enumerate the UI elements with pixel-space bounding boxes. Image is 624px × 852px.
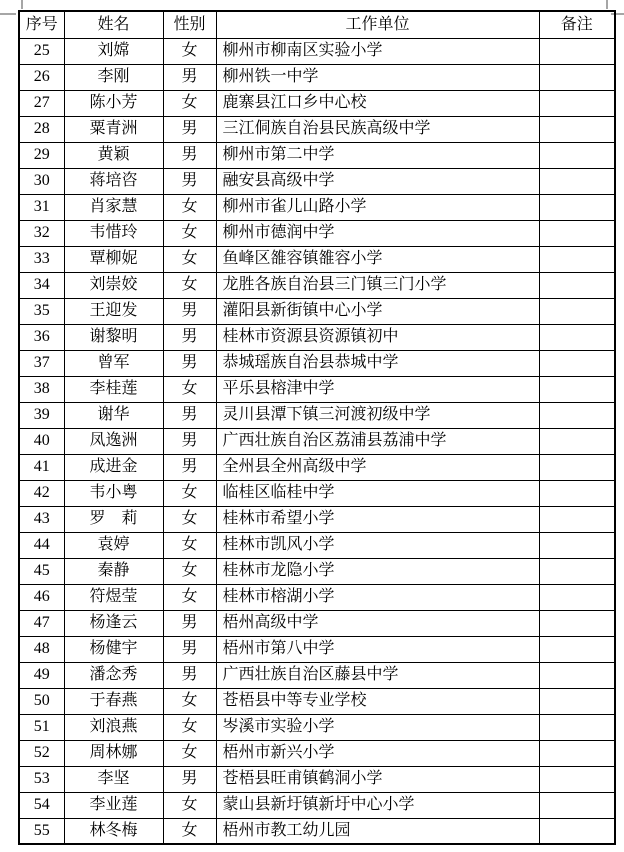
cell-unit: 桂林市榕湖小学: [216, 584, 539, 610]
column-header-gender: 性别: [163, 11, 216, 38]
cell-gender: 男: [163, 350, 216, 376]
cell-name: 陈小芳: [64, 90, 163, 116]
table-row: [19, 272, 615, 298]
page-edge-mark-top-left-vertical: [21, 0, 23, 9]
column-header-index: 序号: [19, 11, 64, 38]
cell-name: 于春燕: [64, 688, 163, 714]
cell-gender: 男: [163, 610, 216, 636]
cell-remark: [539, 168, 615, 194]
cell-name: 曾军: [64, 350, 163, 376]
cell-name: 肖家慧: [64, 194, 163, 220]
cell-name: 黄颖: [64, 142, 163, 168]
cell-name: 袁婷: [64, 532, 163, 558]
cell-remark: [539, 584, 615, 610]
cell-unit: 柳州市第二中学: [216, 142, 539, 168]
cell-remark: [539, 610, 615, 636]
cell-index: 37: [19, 350, 64, 376]
cell-name: 韦惜玲: [64, 220, 163, 246]
table-row: [19, 402, 615, 428]
cell-gender: 女: [163, 272, 216, 298]
cell-unit: 融安县高级中学: [216, 168, 539, 194]
cell-remark: [539, 38, 615, 64]
cell-name: 杨逢云: [64, 610, 163, 636]
cell-remark: [539, 558, 615, 584]
cell-unit: 梧州市教工幼儿园: [216, 818, 539, 844]
cell-name: 韦小粤: [64, 480, 163, 506]
cell-unit: 梧州高级中学: [216, 610, 539, 636]
cell-index: 38: [19, 376, 64, 402]
cell-index: 34: [19, 272, 64, 298]
cell-remark: [539, 298, 615, 324]
cell-remark: [539, 194, 615, 220]
column-header-name: 姓名: [64, 11, 163, 38]
cell-name: 李业莲: [64, 792, 163, 818]
cell-unit: 柳州市雀儿山路小学: [216, 194, 539, 220]
cell-gender: 男: [163, 64, 216, 90]
cell-name: 李桂莲: [64, 376, 163, 402]
cell-name: 李坚: [64, 766, 163, 792]
cell-index: 36: [19, 324, 64, 350]
table-row: [19, 220, 615, 246]
cell-unit: 梧州市第八中学: [216, 636, 539, 662]
cell-unit: 柳州铁一中学: [216, 64, 539, 90]
cell-index: 26: [19, 64, 64, 90]
cell-gender: 女: [163, 558, 216, 584]
table-row: [19, 168, 615, 194]
cell-name: 潘念秀: [64, 662, 163, 688]
cell-name: 杨健宇: [64, 636, 163, 662]
cell-remark: [539, 116, 615, 142]
page-edge-mark-top-left-horizontal: [0, 13, 16, 15]
cell-name: 周林娜: [64, 740, 163, 766]
cell-gender: 男: [163, 298, 216, 324]
cell-gender: 女: [163, 38, 216, 64]
cell-unit: 广西壮族自治区荔浦县荔浦中学: [216, 428, 539, 454]
table-row: [19, 324, 615, 350]
teacher-roster-table: [18, 10, 616, 845]
cell-remark: [539, 714, 615, 740]
cell-index: 50: [19, 688, 64, 714]
cell-remark: [539, 142, 615, 168]
table-row: [19, 662, 615, 688]
cell-name: 秦静: [64, 558, 163, 584]
table-row: [19, 740, 615, 766]
cell-index: 42: [19, 480, 64, 506]
cell-index: 28: [19, 116, 64, 142]
cell-unit: 全州县全州高级中学: [216, 454, 539, 480]
table-row: [19, 558, 615, 584]
cell-gender: 男: [163, 168, 216, 194]
cell-name: 覃柳妮: [64, 246, 163, 272]
cell-unit: 蒙山县新圩镇新圩中心小学: [216, 792, 539, 818]
cell-gender: 女: [163, 584, 216, 610]
cell-unit: 桂林市资源县资源镇初中: [216, 324, 539, 350]
cell-index: 29: [19, 142, 64, 168]
table-row: [19, 714, 615, 740]
cell-remark: [539, 766, 615, 792]
cell-index: 48: [19, 636, 64, 662]
cell-name: 刘浪燕: [64, 714, 163, 740]
cell-index: 32: [19, 220, 64, 246]
table-row: [19, 818, 615, 844]
table-row: [19, 38, 615, 64]
table-row: [19, 584, 615, 610]
cell-index: 46: [19, 584, 64, 610]
cell-index: 54: [19, 792, 64, 818]
cell-name: 符煜莹: [64, 584, 163, 610]
cell-gender: 女: [163, 792, 216, 818]
table-row: [19, 792, 615, 818]
cell-unit: 岑溪市实验小学: [216, 714, 539, 740]
cell-unit: 恭城瑶族自治县恭城中学: [216, 350, 539, 376]
cell-remark: [539, 402, 615, 428]
table-row: [19, 428, 615, 454]
cell-index: 27: [19, 90, 64, 116]
cell-remark: [539, 532, 615, 558]
cell-name: 谢黎明: [64, 324, 163, 350]
cell-gender: 女: [163, 90, 216, 116]
cell-remark: [539, 818, 615, 844]
cell-gender: 男: [163, 662, 216, 688]
cell-index: 45: [19, 558, 64, 584]
cell-remark: [539, 454, 615, 480]
cell-unit: 平乐县榕津中学: [216, 376, 539, 402]
cell-unit: 梧州市新兴小学: [216, 740, 539, 766]
cell-index: 41: [19, 454, 64, 480]
cell-unit: 苍梧县中等专业学校: [216, 688, 539, 714]
cell-gender: 女: [163, 688, 216, 714]
cell-name: 粟青洲: [64, 116, 163, 142]
cell-name: 刘嫦: [64, 38, 163, 64]
cell-index: 52: [19, 740, 64, 766]
cell-gender: 男: [163, 428, 216, 454]
cell-index: 55: [19, 818, 64, 844]
table-row: [19, 298, 615, 324]
cell-gender: 男: [163, 454, 216, 480]
table-row: [19, 636, 615, 662]
cell-gender: 男: [163, 116, 216, 142]
cell-gender: 男: [163, 636, 216, 662]
cell-index: 51: [19, 714, 64, 740]
cell-unit: 灌阳县新街镇中心小学: [216, 298, 539, 324]
cell-remark: [539, 662, 615, 688]
cell-name: 谢华: [64, 402, 163, 428]
cell-index: 43: [19, 506, 64, 532]
cell-remark: [539, 350, 615, 376]
cell-remark: [539, 324, 615, 350]
cell-gender: 女: [163, 714, 216, 740]
cell-name: 林冬梅: [64, 818, 163, 844]
header-row: [19, 11, 615, 38]
cell-gender: 女: [163, 194, 216, 220]
table-row: [19, 64, 615, 90]
table-row: [19, 376, 615, 402]
cell-gender: 女: [163, 480, 216, 506]
cell-remark: [539, 636, 615, 662]
table-row: [19, 532, 615, 558]
cell-remark: [539, 220, 615, 246]
cell-gender: 女: [163, 376, 216, 402]
cell-unit: 柳州市德润中学: [216, 220, 539, 246]
cell-name: 蒋培咨: [64, 168, 163, 194]
cell-gender: 女: [163, 532, 216, 558]
cell-remark: [539, 428, 615, 454]
cell-remark: [539, 480, 615, 506]
cell-unit: 龙胜各族自治县三门镇三门小学: [216, 272, 539, 298]
cell-gender: 女: [163, 818, 216, 844]
cell-name: 李刚: [64, 64, 163, 90]
cell-index: 53: [19, 766, 64, 792]
table-row: [19, 688, 615, 714]
cell-remark: [539, 740, 615, 766]
table-row: [19, 246, 615, 272]
table-row: [19, 480, 615, 506]
cell-name: 成进金: [64, 454, 163, 480]
cell-remark: [539, 64, 615, 90]
cell-name: 凤逸洲: [64, 428, 163, 454]
cell-remark: [539, 246, 615, 272]
table-row: [19, 610, 615, 636]
cell-name: 罗 莉: [64, 506, 163, 532]
cell-remark: [539, 792, 615, 818]
cell-name: 王迎发: [64, 298, 163, 324]
cell-unit: 柳州市柳南区实验小学: [216, 38, 539, 64]
table-row: [19, 194, 615, 220]
table-row: [19, 350, 615, 376]
cell-unit: 桂林市凯风小学: [216, 532, 539, 558]
cell-gender: 男: [163, 402, 216, 428]
table-row: [19, 766, 615, 792]
cell-unit: 苍梧县旺甫镇鹤洞小学: [216, 766, 539, 792]
cell-gender: 女: [163, 740, 216, 766]
cell-unit: 桂林市龙隐小学: [216, 558, 539, 584]
page-edge-mark-top-right-vertical: [606, 0, 608, 9]
cell-gender: 女: [163, 220, 216, 246]
cell-gender: 女: [163, 246, 216, 272]
cell-index: 44: [19, 532, 64, 558]
cell-unit: 灵川县潭下镇三河渡初级中学: [216, 402, 539, 428]
table-row: [19, 90, 615, 116]
cell-name: 刘崇姣: [64, 272, 163, 298]
cell-index: 31: [19, 194, 64, 220]
cell-index: 30: [19, 168, 64, 194]
cell-unit: 桂林市希望小学: [216, 506, 539, 532]
cell-unit: 鹿寨县江口乡中心校: [216, 90, 539, 116]
table-row: [19, 454, 615, 480]
cell-unit: 鱼峰区雒容镇雒容小学: [216, 246, 539, 272]
cell-unit: 广西壮族自治区藤县中学: [216, 662, 539, 688]
column-header-unit: 工作单位: [216, 11, 539, 38]
cell-remark: [539, 688, 615, 714]
cell-index: 39: [19, 402, 64, 428]
cell-gender: 男: [163, 142, 216, 168]
cell-remark: [539, 376, 615, 402]
cell-remark: [539, 90, 615, 116]
cell-unit: 三江侗族自治县民族高级中学: [216, 116, 539, 142]
cell-remark: [539, 272, 615, 298]
table-row: [19, 116, 615, 142]
column-header-remark: 备注: [539, 11, 615, 38]
cell-index: 49: [19, 662, 64, 688]
cell-index: 35: [19, 298, 64, 324]
table-row: [19, 506, 615, 532]
cell-remark: [539, 506, 615, 532]
cell-index: 40: [19, 428, 64, 454]
table-row: [19, 142, 615, 168]
cell-index: 33: [19, 246, 64, 272]
cell-gender: 女: [163, 506, 216, 532]
cell-gender: 男: [163, 766, 216, 792]
cell-gender: 男: [163, 324, 216, 350]
cell-unit: 临桂区临桂中学: [216, 480, 539, 506]
cell-index: 25: [19, 38, 64, 64]
cell-index: 47: [19, 610, 64, 636]
